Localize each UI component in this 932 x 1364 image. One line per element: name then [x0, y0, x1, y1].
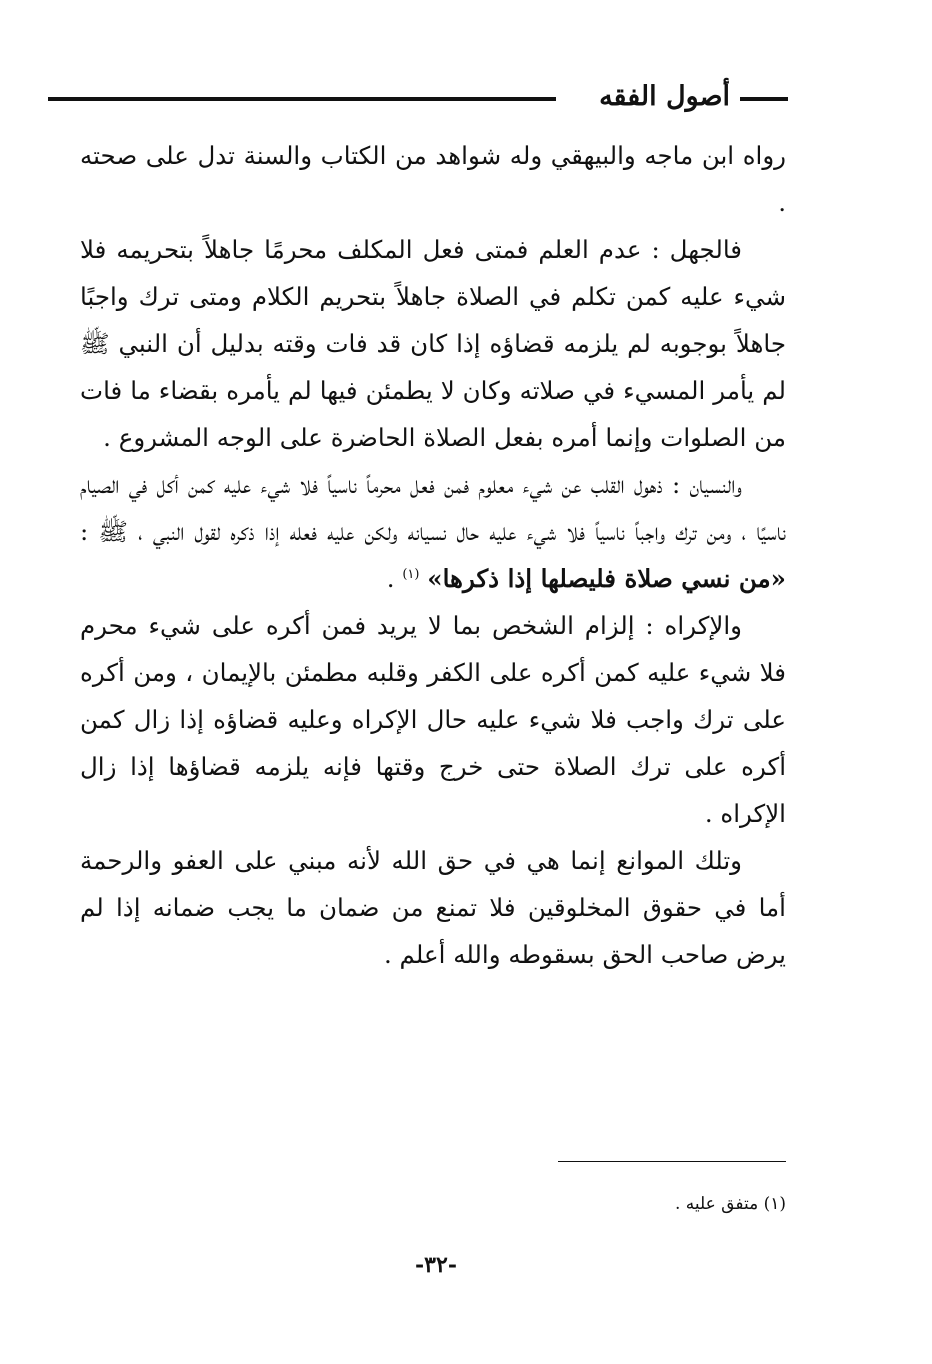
hadith-quote: «من نسي صلاة فليصلها إذا ذكرها» — [427, 564, 786, 593]
footnote-rule — [558, 1161, 786, 1162]
footnote: (١) متفق عليه . — [674, 1194, 786, 1214]
footnote-reference: (١) — [402, 566, 420, 582]
paragraph-coercion: والإكراه : إلزام الشخص بما لا يريد فمن أكره على شيء محرم فلا شيء عليه كمن أكره على الكفر وقلبه مطمئن بالإيمان ، ومن أكره على ترك واجب فلا شيء عليه حال الإكراه وعليه قضاؤه إذا زال كمن أكره على ترك الصلاة حتى خرج وقتها فإنه يلزمه قضاؤها إذا زال الإكراه . — [80, 611, 786, 828]
forgetfulness-end: . — [386, 564, 403, 593]
page-number: -٣٢- — [415, 1252, 457, 1278]
paragraph-forgetfulness — [80, 461, 786, 602]
header-dash — [740, 97, 788, 101]
paragraph-conclusion: وتلك الموانع إنما هي في حق الله لأنه مبني على العفو والرحمة أما في حقوق المخلوقين فلا تمنع من ضمان ما يجب ضمانه إذا لم يرض صاحب الحق بسقوطه والله أعلم . — [80, 846, 786, 969]
header-title: أصول الفقه — [599, 81, 730, 112]
forgetfulness-text: والنسيان : ذهول القلب عن شيء معلوم فمن فعل محرماً ناسياً فلا شيء عليه كمن أكل في الصيام ناسيًا ، ومن ترك واجباً ناسياً فلا شيء عليه حال نسيانه ولكن عليه فعله إذا ذكره لقول النبي ، ﷺ : — [80, 470, 786, 546]
header-rule — [48, 97, 556, 101]
paragraph-1: رواه ابن ماجه والبيهقي وله شواهد من الكتاب والسنة تدل على صحته . — [80, 141, 786, 217]
running-header — [48, 78, 788, 118]
paragraph-ignorance: فالجهل : عدم العلم فمتى فعل المكلف محرمًا جاهلاً بتحريمه فلا شيء عليه كمن تكلم في الصلاة جاهلاً بتحريم الكلام ومتى ترك واجبًا جاهلاً بوجوبه لم يلزمه قضاؤه إذا كان قد فات وقته بدليل أن النبي ﷺ لم يأمر المسيء في صلاته وكان لا يطمئن فيها لم يأمره بقضاء ما فات من الصلوات وإنما أمره بفعل الصلاة الحاضرة على الوجه المشروع . — [80, 235, 786, 452]
body-text — [80, 132, 786, 978]
